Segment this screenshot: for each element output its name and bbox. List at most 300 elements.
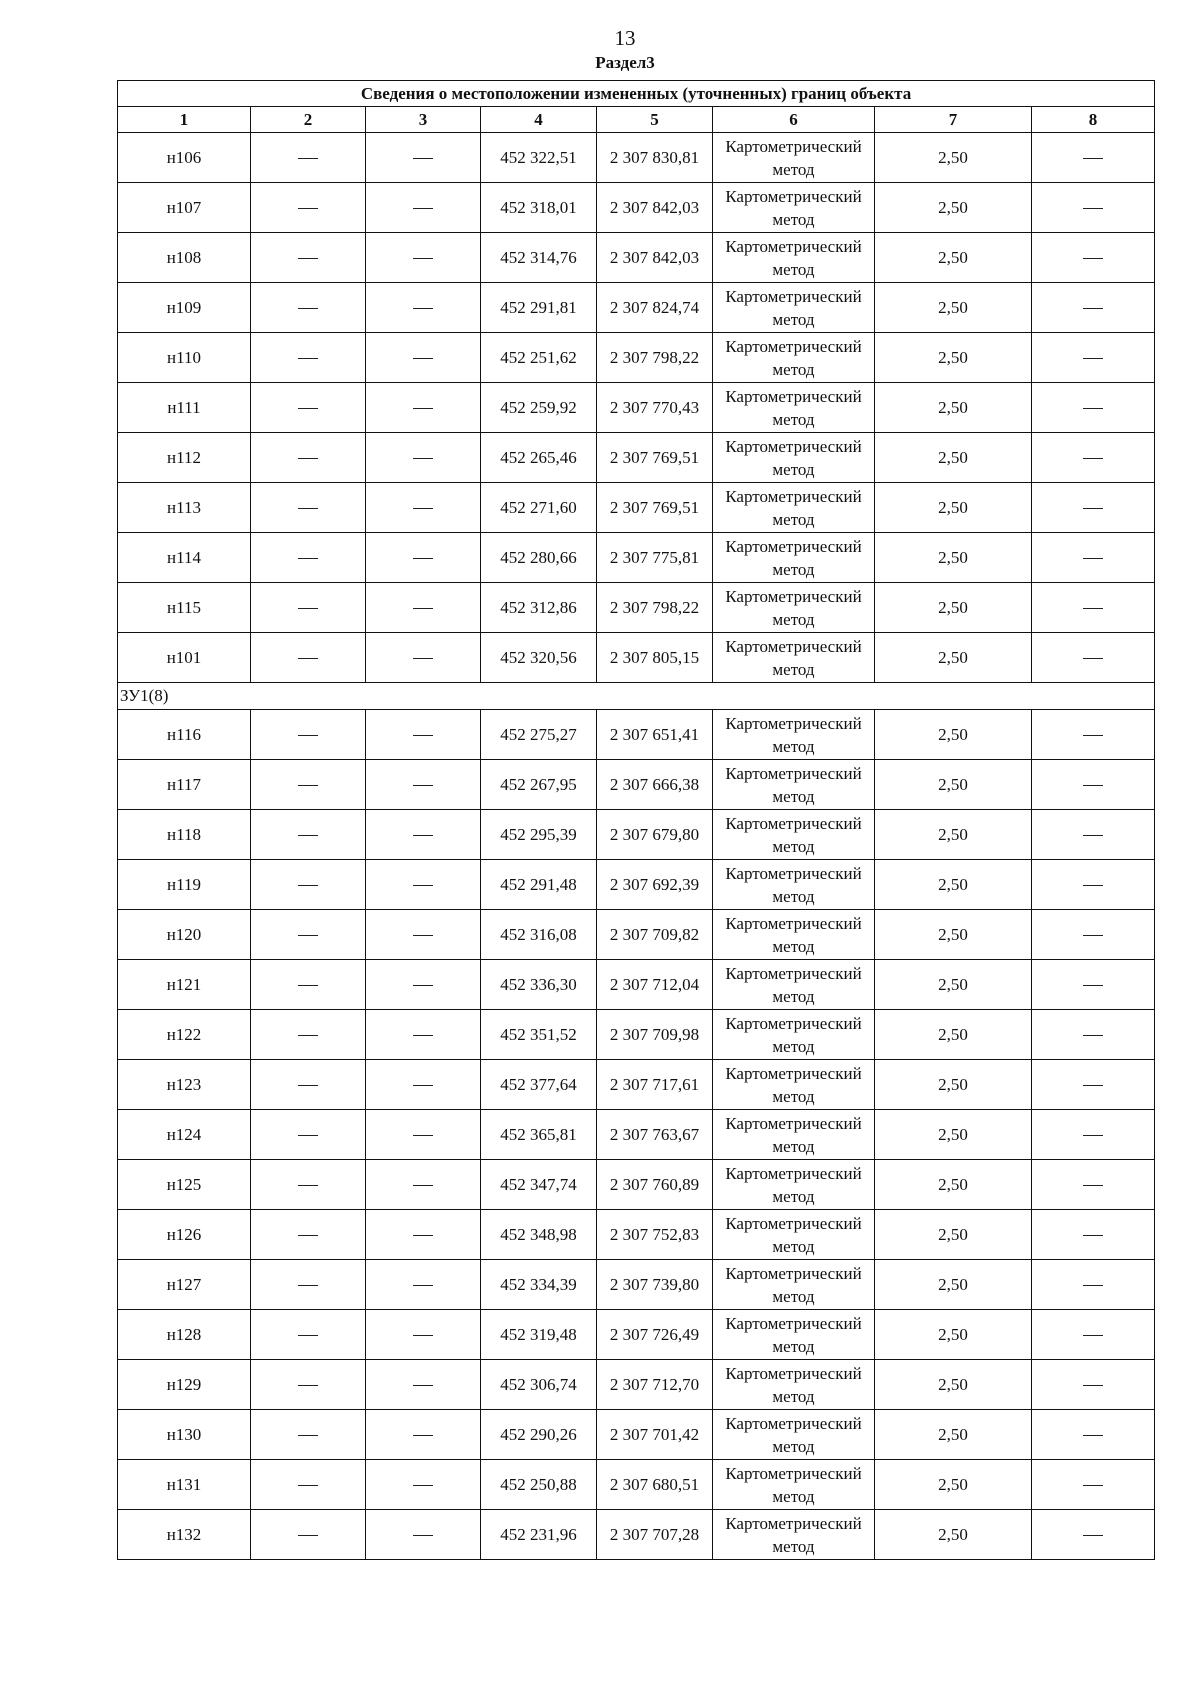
accuracy: 2,50 [875,860,1032,910]
table-row [118,1210,1155,1260]
dash-mark [413,1135,433,1136]
coord-y: 2 307 769,51 [597,483,713,533]
point-name: н132 [118,1510,251,1560]
empty-cell [1032,1010,1155,1060]
empty-cell [251,710,366,760]
table-row [118,1110,1155,1160]
column-number: 8 [1032,107,1155,133]
table-row [118,333,1155,383]
empty-cell [1032,1360,1155,1410]
empty-cell [251,1010,366,1060]
empty-cell [366,183,481,233]
accuracy: 2,50 [875,1510,1032,1560]
coord-x: 452 348,98 [481,1210,597,1260]
empty-cell [1032,133,1155,183]
method: Картометрический метод [713,583,875,633]
empty-cell [1032,710,1155,760]
coord-y: 2 307 739,80 [597,1260,713,1310]
point-name: н109 [118,283,251,333]
empty-cell [1032,760,1155,810]
point-name: н110 [118,333,251,383]
dash-mark [413,508,433,509]
coord-x: 452 377,64 [481,1060,597,1110]
coord-x: 452 336,30 [481,960,597,1010]
empty-cell [251,1360,366,1410]
dash-mark [298,735,318,736]
coord-x: 452 314,76 [481,233,597,283]
empty-cell [366,583,481,633]
dash-mark [1083,258,1103,259]
coord-y: 2 307 712,70 [597,1360,713,1410]
empty-cell [366,333,481,383]
method: Картометрический метод [713,1260,875,1310]
coord-y: 2 307 798,22 [597,583,713,633]
dash-mark [413,358,433,359]
column-number: 4 [481,107,597,133]
dash-mark [1083,1135,1103,1136]
method: Картометрический метод [713,1060,875,1110]
point-name: н107 [118,183,251,233]
empty-cell [251,633,366,683]
coord-x: 452 319,48 [481,1310,597,1360]
empty-cell [251,533,366,583]
method: Картометрический метод [713,1310,875,1360]
point-name: н119 [118,860,251,910]
point-name: н120 [118,910,251,960]
method: Картометрический метод [713,333,875,383]
empty-cell [1032,1410,1155,1460]
point-name: н101 [118,633,251,683]
empty-cell [251,283,366,333]
table-row [118,433,1155,483]
coord-x: 452 267,95 [481,760,597,810]
empty-cell [1032,860,1155,910]
empty-cell [1032,333,1155,383]
coord-x: 452 251,62 [481,333,597,383]
dash-mark [298,1235,318,1236]
dash-mark [1083,158,1103,159]
dash-mark [1083,208,1103,209]
accuracy: 2,50 [875,710,1032,760]
dash-mark [298,785,318,786]
dash-mark [413,458,433,459]
dash-mark [1083,935,1103,936]
dash-mark [298,608,318,609]
empty-cell [366,133,481,183]
method: Картометрический метод [713,383,875,433]
coord-x: 452 265,46 [481,433,597,483]
table-row [118,1010,1155,1060]
method: Картометрический метод [713,710,875,760]
dash-mark [298,558,318,559]
point-name: н108 [118,233,251,283]
coord-x: 452 351,52 [481,1010,597,1060]
coord-x: 452 250,88 [481,1460,597,1510]
table-row [118,283,1155,333]
table-row [118,233,1155,283]
table-body [118,133,1155,1560]
dash-mark [413,608,433,609]
point-name: н116 [118,710,251,760]
dash-mark [298,658,318,659]
coord-y: 2 307 692,39 [597,860,713,910]
column-number: 7 [875,107,1032,133]
dash-mark [413,1435,433,1436]
empty-cell [1032,1260,1155,1310]
accuracy: 2,50 [875,1360,1032,1410]
dash-mark [298,835,318,836]
table-row [118,710,1155,760]
empty-cell [1032,1510,1155,1560]
method: Картометрический метод [713,1210,875,1260]
empty-cell [366,760,481,810]
empty-cell [251,760,366,810]
accuracy: 2,50 [875,1460,1032,1510]
empty-cell [251,1510,366,1560]
table-row [118,910,1155,960]
dash-mark [298,358,318,359]
empty-cell [1032,910,1155,960]
empty-cell [366,433,481,483]
dash-mark [298,458,318,459]
dash-mark [1083,1385,1103,1386]
table-row [118,133,1155,183]
dash-mark [413,408,433,409]
empty-cell [251,233,366,283]
column-number: 3 [366,107,481,133]
dash-mark [1083,1435,1103,1436]
coord-y: 2 307 752,83 [597,1210,713,1260]
coord-y: 2 307 760,89 [597,1160,713,1210]
empty-cell [1032,960,1155,1010]
empty-cell [251,483,366,533]
empty-cell [366,1360,481,1410]
dash-mark [1083,408,1103,409]
accuracy: 2,50 [875,960,1032,1010]
empty-cell [251,383,366,433]
point-name: н129 [118,1360,251,1410]
dash-mark [413,308,433,309]
dash-mark [1083,985,1103,986]
accuracy: 2,50 [875,633,1032,683]
coord-x: 452 259,92 [481,383,597,433]
dash-mark [413,1335,433,1336]
accuracy: 2,50 [875,810,1032,860]
dash-mark [298,1085,318,1086]
method: Картометрический метод [713,1160,875,1210]
coord-x: 452 291,81 [481,283,597,333]
table-row [118,183,1155,233]
method: Картометрический метод [713,233,875,283]
coord-y: 2 307 842,03 [597,183,713,233]
dash-mark [1083,558,1103,559]
accuracy: 2,50 [875,183,1032,233]
dash-mark [1083,1485,1103,1486]
method: Картометрический метод [713,183,875,233]
empty-cell [251,333,366,383]
dash-mark [413,1185,433,1186]
empty-cell [366,1160,481,1210]
empty-cell [251,1160,366,1210]
dash-mark [1083,608,1103,609]
empty-cell [366,283,481,333]
dash-mark [413,1235,433,1236]
point-name: н125 [118,1160,251,1210]
dash-mark [413,158,433,159]
dash-mark [413,658,433,659]
point-name: н113 [118,483,251,533]
coord-x: 452 231,96 [481,1510,597,1560]
empty-cell [251,860,366,910]
accuracy: 2,50 [875,1310,1032,1360]
empty-cell [366,233,481,283]
coord-y: 2 307 770,43 [597,383,713,433]
empty-cell [251,910,366,960]
point-name: н106 [118,133,251,183]
empty-cell [251,133,366,183]
method: Картометрический метод [713,1360,875,1410]
coord-x: 452 320,56 [481,633,597,683]
empty-cell [366,1310,481,1360]
empty-cell [1032,1060,1155,1110]
coord-y: 2 307 824,74 [597,283,713,333]
dash-mark [1083,735,1103,736]
empty-cell [1032,433,1155,483]
dash-mark [1083,308,1103,309]
empty-cell [366,1460,481,1510]
table-row [118,760,1155,810]
table-row [118,960,1155,1010]
method: Картометрический метод [713,1010,875,1060]
point-name: н118 [118,810,251,860]
coord-x: 452 280,66 [481,533,597,583]
empty-cell [251,960,366,1010]
dash-mark [413,1385,433,1386]
empty-cell [366,1260,481,1310]
dash-mark [413,558,433,559]
table-row [118,1360,1155,1410]
empty-cell [366,810,481,860]
table-row [118,1310,1155,1360]
method: Картометрический метод [713,283,875,333]
point-name: н111 [118,383,251,433]
coord-y: 2 307 680,51 [597,1460,713,1510]
accuracy: 2,50 [875,283,1032,333]
coord-y: 2 307 701,42 [597,1410,713,1460]
empty-cell [1032,1310,1155,1360]
empty-cell [1032,1160,1155,1210]
dash-mark [298,1435,318,1436]
dash-mark [298,1135,318,1136]
table-row [118,633,1155,683]
table-row [118,860,1155,910]
coord-x: 452 290,26 [481,1410,597,1460]
method: Картометрический метод [713,760,875,810]
accuracy: 2,50 [875,333,1032,383]
point-name: н121 [118,960,251,1010]
accuracy: 2,50 [875,1210,1032,1260]
empty-cell [251,1260,366,1310]
empty-cell [1032,483,1155,533]
column-number: 1 [118,107,251,133]
coord-x: 452 275,27 [481,710,597,760]
empty-cell [251,810,366,860]
dash-mark [298,935,318,936]
dash-mark [1083,1535,1103,1536]
group-label: ЗУ1(8) [118,683,1155,710]
dash-mark [298,408,318,409]
dash-mark [1083,658,1103,659]
point-name: н124 [118,1110,251,1160]
coordinates-table [117,80,1155,1560]
point-name: н114 [118,533,251,583]
column-number: 2 [251,107,366,133]
table-row [118,1160,1155,1210]
dash-mark [413,1285,433,1286]
dash-mark [413,935,433,936]
dash-mark [1083,1285,1103,1286]
method: Картометрический метод [713,1460,875,1510]
dash-mark [1083,835,1103,836]
dash-mark [298,508,318,509]
empty-cell [251,433,366,483]
method: Картометрический метод [713,433,875,483]
empty-cell [366,1410,481,1460]
column-number: 6 [713,107,875,133]
column-number: 5 [597,107,713,133]
empty-cell [366,1210,481,1260]
empty-cell [366,1110,481,1160]
table-row [118,1510,1155,1560]
point-name: н130 [118,1410,251,1460]
table-row [118,1460,1155,1510]
coord-y: 2 307 798,22 [597,333,713,383]
empty-cell [251,1060,366,1110]
coord-y: 2 307 679,80 [597,810,713,860]
method: Картометрический метод [713,133,875,183]
dash-mark [1083,785,1103,786]
point-name: н126 [118,1210,251,1260]
empty-cell [1032,583,1155,633]
dash-mark [413,985,433,986]
coord-y: 2 307 805,15 [597,633,713,683]
empty-cell [366,633,481,683]
table-row [118,1410,1155,1460]
coord-y: 2 307 830,81 [597,133,713,183]
empty-cell [251,1110,366,1160]
empty-cell [251,583,366,633]
table-row [118,1260,1155,1310]
accuracy: 2,50 [875,1010,1032,1060]
coord-y: 2 307 707,28 [597,1510,713,1560]
table-row [118,810,1155,860]
page-number: 13 [614,26,636,50]
dash-mark [1083,1235,1103,1236]
dash-mark [1083,1335,1103,1336]
coord-y: 2 307 763,67 [597,1110,713,1160]
dash-mark [298,1185,318,1186]
dash-mark [1083,1035,1103,1036]
coord-y: 2 307 712,04 [597,960,713,1010]
point-name: н131 [118,1460,251,1510]
accuracy: 2,50 [875,760,1032,810]
coord-x: 452 322,51 [481,133,597,183]
point-name: н112 [118,433,251,483]
coord-y: 2 307 709,82 [597,910,713,960]
method: Картометрический метод [713,533,875,583]
empty-cell [1032,183,1155,233]
method: Картометрический метод [713,1110,875,1160]
accuracy: 2,50 [875,233,1032,283]
method: Картометрический метод [713,860,875,910]
table-caption: Сведения о местоположении измененных (уточненных) границ объекта [118,81,1155,107]
empty-cell [1032,633,1155,683]
dash-mark [298,1385,318,1386]
method: Картометрический метод [713,483,875,533]
dash-mark [413,1535,433,1536]
method: Картометрический метод [713,633,875,683]
coord-x: 452 306,74 [481,1360,597,1410]
accuracy: 2,50 [875,583,1032,633]
method: Картометрический метод [713,810,875,860]
coord-x: 452 316,08 [481,910,597,960]
dash-mark [298,308,318,309]
accuracy: 2,50 [875,133,1032,183]
point-name: н117 [118,760,251,810]
dash-mark [1083,508,1103,509]
coord-y: 2 307 717,61 [597,1060,713,1110]
empty-cell [251,1310,366,1360]
dash-mark [298,985,318,986]
empty-cell [366,1060,481,1110]
dash-mark [413,835,433,836]
dash-mark [413,1085,433,1086]
empty-cell [251,183,366,233]
accuracy: 2,50 [875,1410,1032,1460]
dash-mark [1083,885,1103,886]
empty-cell [1032,1210,1155,1260]
method: Картометрический метод [713,1510,875,1560]
dash-mark [413,1485,433,1486]
table-row [118,383,1155,433]
point-name: н127 [118,1260,251,1310]
empty-cell [251,1410,366,1460]
dash-mark [413,1035,433,1036]
empty-cell [366,483,481,533]
empty-cell [1032,810,1155,860]
accuracy: 2,50 [875,533,1032,583]
empty-cell [1032,283,1155,333]
group-row [118,683,1155,710]
coord-y: 2 307 666,38 [597,760,713,810]
empty-cell [366,960,481,1010]
accuracy: 2,50 [875,1260,1032,1310]
dash-mark [298,1535,318,1536]
empty-cell [366,533,481,583]
dash-mark [298,1485,318,1486]
accuracy: 2,50 [875,1160,1032,1210]
coord-x: 452 365,81 [481,1110,597,1160]
empty-cell [366,1010,481,1060]
method: Картометрический метод [713,1410,875,1460]
dash-mark [1083,358,1103,359]
empty-cell [1032,533,1155,583]
coord-x: 452 347,74 [481,1160,597,1210]
dash-mark [1083,1085,1103,1086]
dash-mark [298,1335,318,1336]
table-row [118,483,1155,533]
empty-cell [366,910,481,960]
